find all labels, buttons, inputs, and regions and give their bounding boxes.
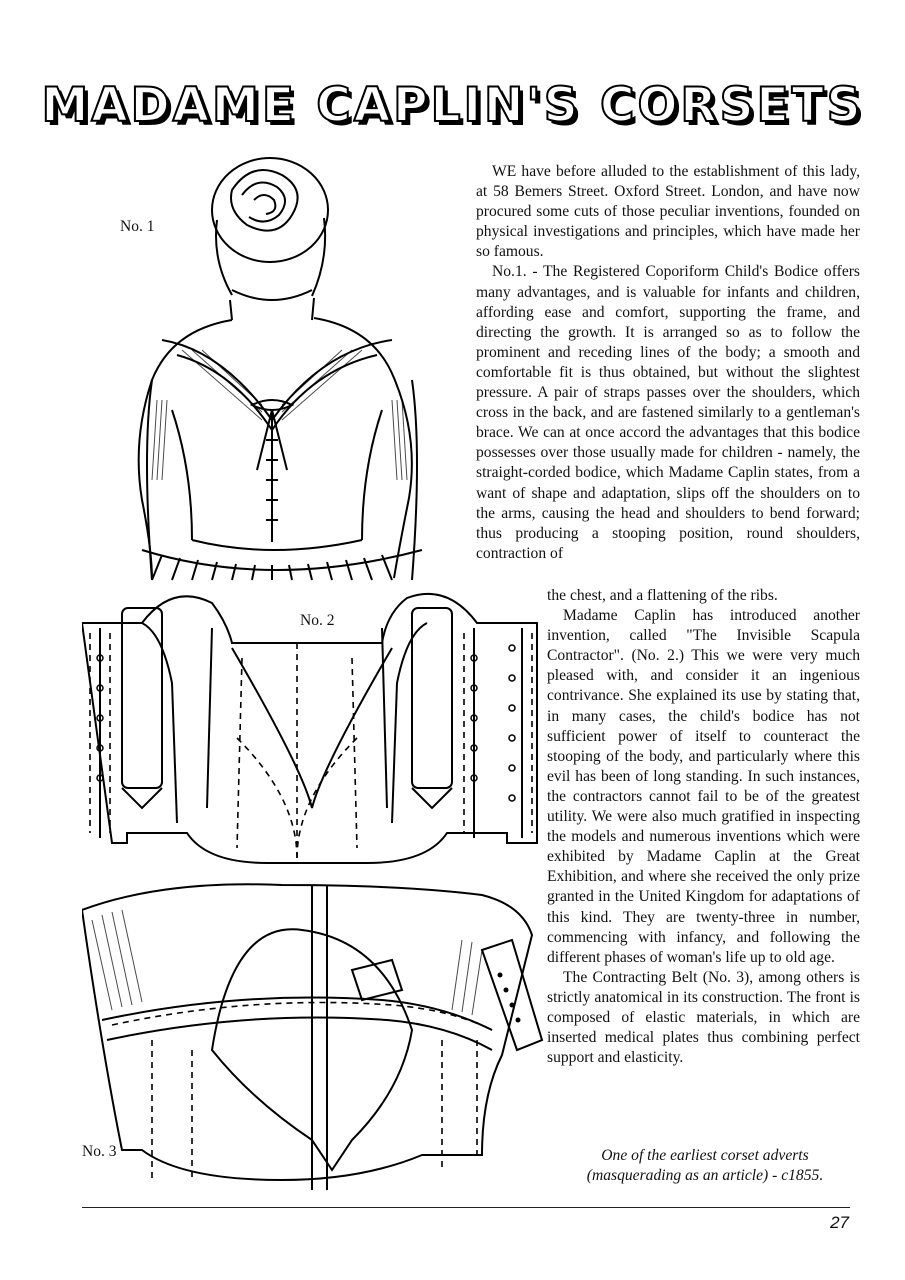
page-title: MADAME CAPLIN'S CORSETS (41, 78, 864, 133)
article-column-wide (476, 162, 860, 564)
article-paragraph-2-continued: the chest, and a flattening of the ribs. (547, 587, 778, 604)
footer-rule (82, 1207, 850, 1208)
article-column-narrow (547, 586, 860, 1068)
article-paragraph-3: Madame Caplin has introduced another invention, called "The Invisible Scapula Contractor". (No. 2.) This we were very much pleased with, and consider it an ingenious contrivance. She explained its use by stating that, in many cases, the child's bodice has not sufficient power of itself to counteract the stooping of the body, and particularly where this evil has been of long standing. In such instances, the contractors cannot fail to be of the greatest utility. We were also much gratified in inspecting the models and numerous inventions which were exhibited by Madame Caplin at the Great Exhibition, and where she received the only prize granted in the United Kingdom for adaptations of this kind. They are twenty-three in number, commencing with infancy, and following the different phases of woman's life up to old age. (547, 607, 860, 966)
figure-no2 (82, 588, 542, 878)
figure-no1 (82, 150, 477, 582)
article-paragraph-1: WE have before alluded to the establishment of this lady, at 58 Bemers Street. Oxford Street. London, and have now procured some cuts of those peculiar inventions, founded on physical investigations and principles, which have made her so famous. (476, 163, 860, 261)
caption-line-2: (masquerading as an article) - c1855. (586, 1167, 824, 1184)
article-paragraph-2: No.1. - The Registered Coporiform Child's Bodice offers many advantages, and is valuable for infants and children, affording ease and comfort, supporting the frame, and directing the growth. It is arranged so as to follow the prominent and receding lines of the body; a smooth and comfortable fit is thus obtained, but without the slightest pressure. A pair of straps passes over the shoulders, which cross in the back, and are fastened similarly to a gentleman's brace. We can at once accord the advantages that this bodice possesses over those usually made for children - namely, the straight-corded bodice, which Madame Caplin states, from a want of shape and adaptation, slips off the shoulders on to the arms, causing the head and shoulders to bend forward; thus producing a stooping position, round shoulders, contraction of (476, 263, 860, 562)
figure-label-no2: No. 2 (300, 612, 335, 629)
figure-label-no3: No. 3 (82, 1143, 117, 1160)
contracting-belt-illustration-icon (82, 880, 547, 1200)
figure-no3 (82, 880, 547, 1200)
caption (555, 1146, 855, 1186)
page-number: 27 (830, 1213, 849, 1232)
caption-line-1: One of the earliest corset adverts (601, 1147, 809, 1164)
scapula-contractor-illustration-icon (82, 588, 542, 878)
figure-label-no1: No. 1 (120, 218, 155, 235)
article-paragraph-4: The Contracting Belt (No. 3), among others is strictly anatomical in its construction. The front is composed of elastic materials, in which are inserted medical plates thus combining perfect support and elasticity. (547, 968, 860, 1067)
child-bodice-illustration-icon (82, 150, 477, 582)
